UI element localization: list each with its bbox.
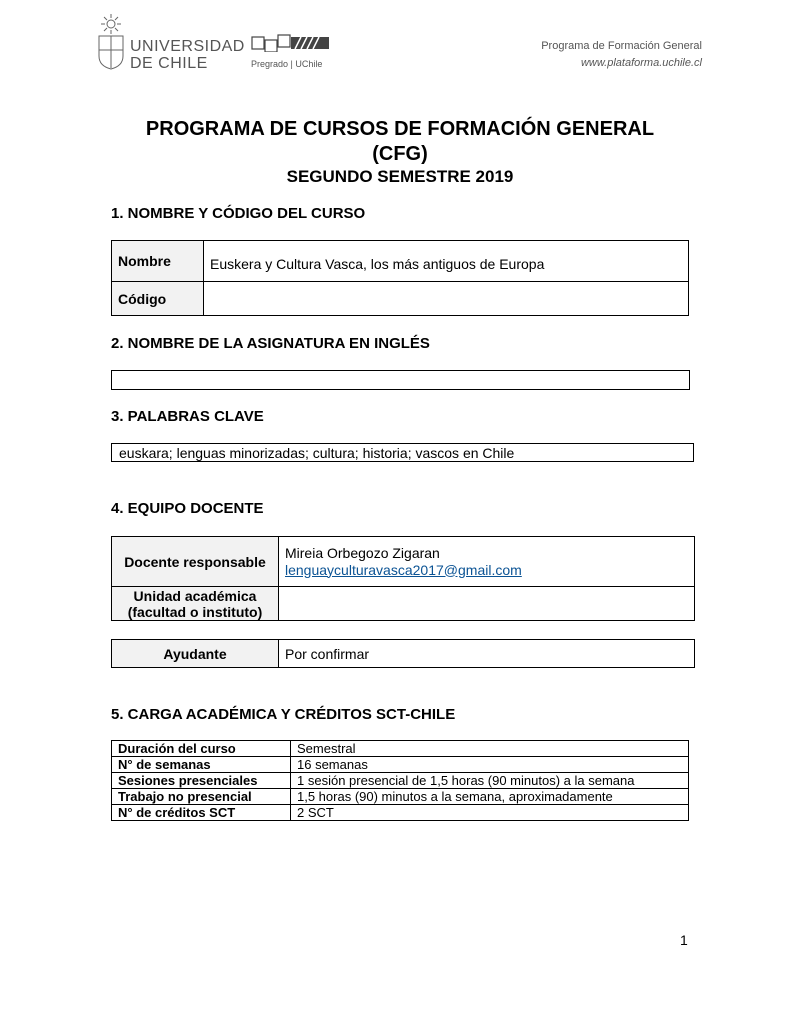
pregrado-logo-text: Pregrado | UChile xyxy=(251,59,323,69)
name-value: Euskera y Cultura Vasca, los más antiguos de Europa xyxy=(204,241,689,282)
assistant-label: Ayudante xyxy=(112,640,279,668)
unit-label: Unidad académica (facultad o instituto) xyxy=(112,587,279,621)
responsible-value xyxy=(279,537,695,587)
table-row xyxy=(112,537,695,587)
assistant-value: Por confirmar xyxy=(279,640,695,668)
load-value: 16 semanas xyxy=(291,757,689,773)
table-row xyxy=(112,789,689,805)
assistant-table xyxy=(111,639,695,668)
course-name-table xyxy=(111,240,689,316)
university-crest-icon xyxy=(96,14,126,70)
load-label: N° de créditos SCT xyxy=(112,805,291,821)
header-program-info xyxy=(541,38,702,72)
section-heading-5: 5. CARGA ACADÉMICA Y CRÉDITOS SCT-CHILE xyxy=(111,706,456,723)
academic-load-table xyxy=(111,740,689,821)
teaching-team-table xyxy=(111,536,695,621)
document-title-acronym: (CFG) xyxy=(372,143,428,165)
name-label: Nombre xyxy=(112,241,204,282)
university-logo-text: UNIVERSIDAD DE CHILE xyxy=(130,38,245,72)
responsible-email-link[interactable]: lenguayculturavasca2017@gmail.com xyxy=(285,561,522,578)
load-label: N° de semanas xyxy=(112,757,291,773)
document-title: PROGRAMA DE CURSOS DE FORMACIÓN GENERAL xyxy=(145,118,655,140)
responsible-name: Mireia Orbegozo Zigaran xyxy=(285,544,440,561)
keywords-box: euskara; lenguas minorizadas; cultura; historia; vascos en Chile xyxy=(111,443,694,462)
section-heading-1: 1. NOMBRE Y CÓDIGO DEL CURSO xyxy=(111,205,366,222)
load-value: 2 SCT xyxy=(291,805,689,821)
code-label: Código xyxy=(112,282,204,316)
pregrado-logo-icon xyxy=(251,34,331,52)
section-heading-2: 2. NOMBRE DE LA ASIGNATURA EN INGLÉS xyxy=(111,335,430,352)
table-row xyxy=(112,282,689,316)
table-row xyxy=(112,805,689,821)
table-row xyxy=(112,241,689,282)
section-heading-3: 3. PALABRAS CLAVE xyxy=(111,408,264,425)
program-name: Programa de Formación General xyxy=(541,40,702,52)
load-label: Duración del curso xyxy=(112,741,291,757)
load-label: Trabajo no presencial xyxy=(112,789,291,805)
table-row xyxy=(112,773,689,789)
code-value xyxy=(204,282,689,316)
table-row xyxy=(112,587,695,621)
unit-value xyxy=(279,587,695,621)
program-url[interactable]: www.plataforma.uchile.cl xyxy=(580,57,702,69)
table-row xyxy=(112,757,689,773)
load-value: Semestral xyxy=(291,741,689,757)
document-semester: SEGUNDO SEMESTRE 2019 xyxy=(286,167,514,186)
section-heading-4: 4. EQUIPO DOCENTE xyxy=(111,500,264,517)
table-row xyxy=(112,741,689,757)
load-value: 1 sesión presencial de 1,5 horas (90 minutos) a la semana xyxy=(291,773,689,789)
load-label: Sesiones presenciales xyxy=(112,773,291,789)
page-number: 1 xyxy=(680,932,688,948)
table-row xyxy=(112,640,695,668)
responsible-label: Docente responsable xyxy=(112,537,279,587)
english-name-box xyxy=(111,370,690,390)
load-value: 1,5 horas (90) minutos a la semana, aproximadamente xyxy=(291,789,689,805)
